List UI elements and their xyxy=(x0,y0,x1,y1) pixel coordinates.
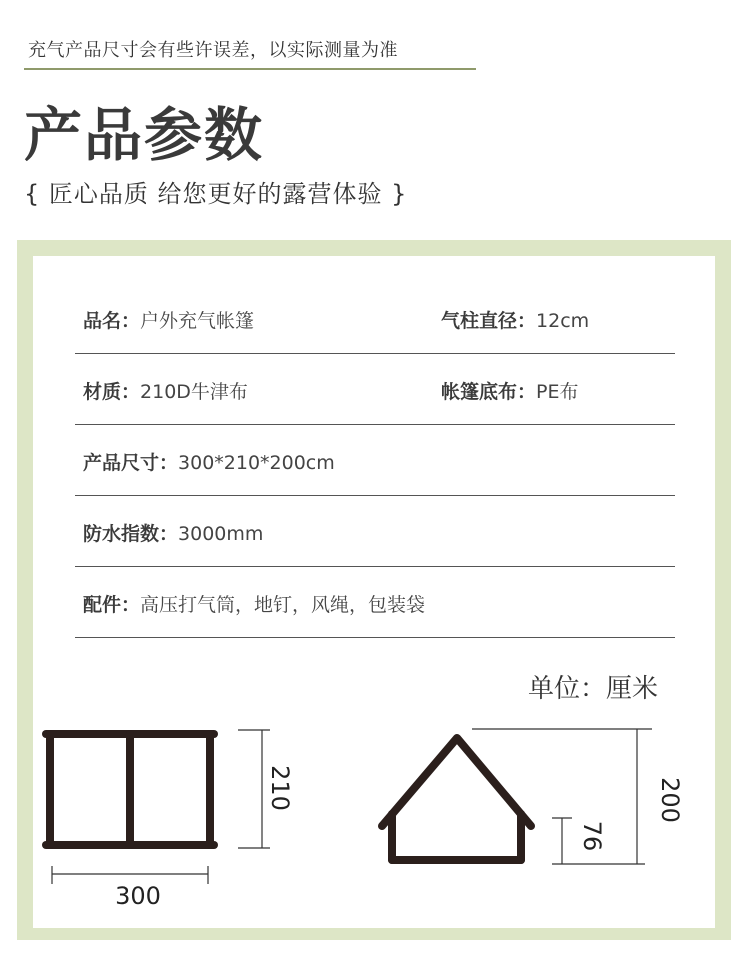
page-subtitle: { 匠心品质 给您更好的露营体验 } xyxy=(24,180,408,208)
spec-value: 300*210*200cm xyxy=(178,452,335,474)
measurement-note: 充气产品尺寸会有些许误差，以实际测量为准 xyxy=(28,40,398,61)
spec-label: 配件： xyxy=(83,594,141,616)
page-title: 产品参数 xyxy=(24,101,265,169)
width-dimension-label: 300 xyxy=(115,882,161,910)
depth-dimension-line xyxy=(238,730,270,848)
spec-value: 210D牛津布 xyxy=(140,381,248,403)
spec-value: 12cm xyxy=(536,310,590,332)
spec-label: 品名： xyxy=(83,310,141,332)
spec-label: 材质： xyxy=(83,381,141,403)
spec-value: PE布 xyxy=(536,381,579,403)
spec-label: 产品尺寸： xyxy=(83,452,179,474)
spec-value: 3000mm xyxy=(178,523,264,545)
spec-label: 防水指数： xyxy=(83,523,179,545)
height-dimension-label: 200 xyxy=(656,777,684,823)
tent-side-view xyxy=(382,738,531,860)
wall-height-dimension-label: 76 xyxy=(578,820,606,852)
tent-top-view xyxy=(46,734,214,845)
spec-value: 户外充气帐篷 xyxy=(140,310,255,332)
depth-dimension-label: 210 xyxy=(266,765,294,811)
spec-label: 气柱直径： xyxy=(441,310,537,332)
wall-height-dimension-line xyxy=(552,818,572,864)
spec-label: 帐篷底布： xyxy=(441,381,537,403)
unit-label: 单位：厘米 xyxy=(528,674,659,704)
spec-value: 高压打气筒，地钉，风绳，包装袋 xyxy=(140,594,426,616)
